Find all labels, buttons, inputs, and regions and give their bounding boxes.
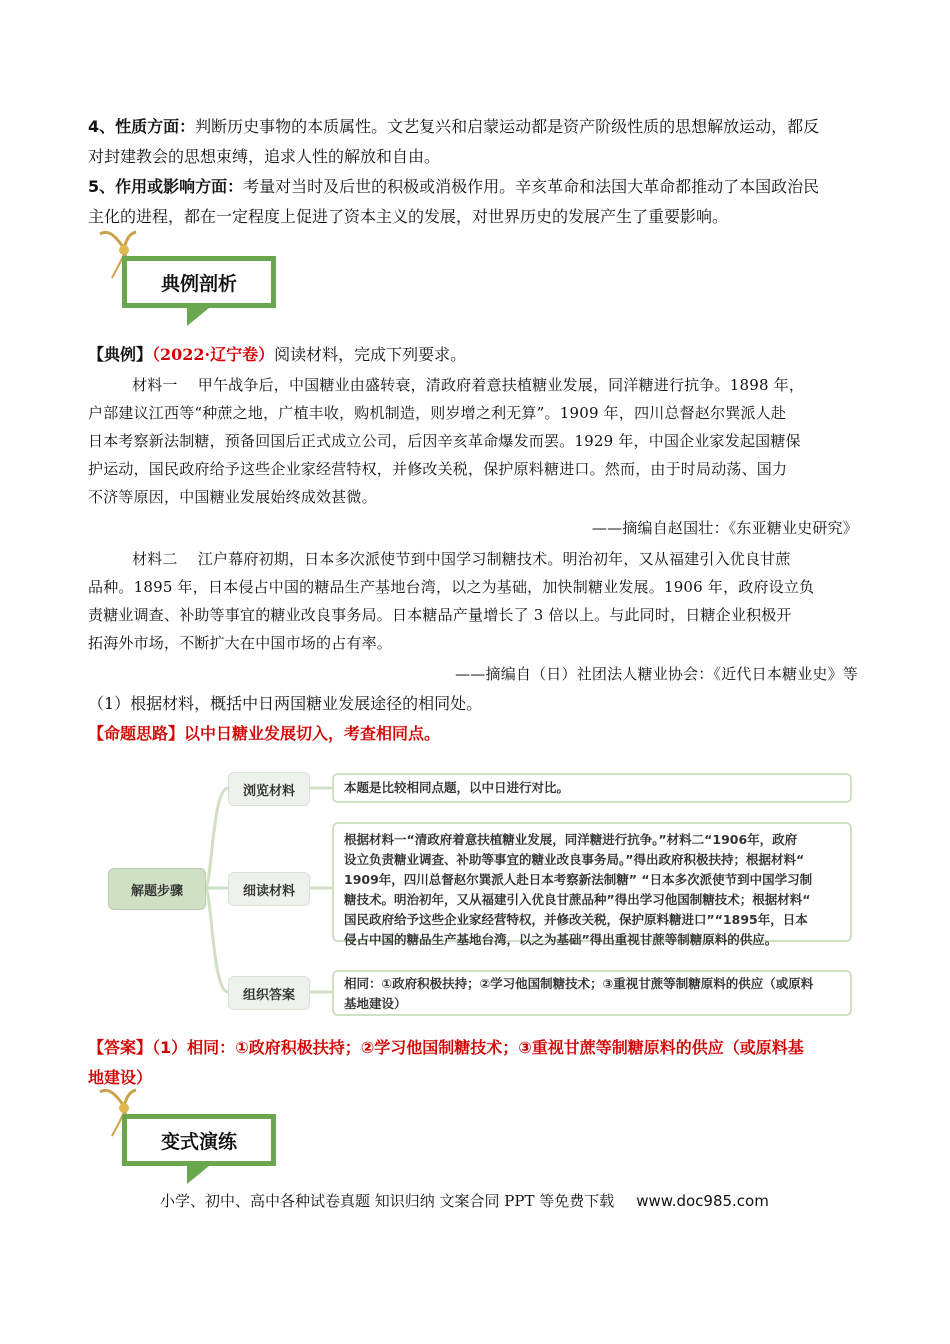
- answer-line: [88, 1033, 804, 1063]
- example-header: [88, 340, 466, 370]
- mindmap-step-answer: 组织答案: [228, 976, 310, 1010]
- answer-text: （1）相同：①政府积极扶持；②学习他国制糖技术；③重视甘蔗等制糖原料的供应（或原料基: [152, 1038, 804, 1057]
- mindmap-read-box: [332, 822, 852, 947]
- mindmap-browse-text: 本题是比较相同点题，以中日进行对比。: [344, 780, 570, 795]
- banner-tail: [187, 308, 209, 326]
- material-2-source: ——摘编自（日）社团法人糖业协会：《近代日本糖业史》等: [455, 665, 858, 683]
- mindmap-step-read: 细读材料: [228, 872, 310, 906]
- mindmap-read-line: 设立负责糖业调查、补助等事宜的糖业改良事务局。”得出政府积极扶持；根据材料“: [344, 852, 805, 867]
- point-5: [88, 172, 819, 202]
- example-tag: 【典例】: [88, 345, 153, 364]
- banner-tail: [187, 1166, 209, 1184]
- mindmap-answer-box: [332, 970, 852, 1016]
- example-prompt: 阅读材料，完成下列要求。: [274, 345, 467, 364]
- answer-tag: 【答案】: [88, 1038, 153, 1057]
- mindmap-read-line: 侵占中国的糖品生产基地台湾，以之为基础”得出重视甘蔗等制糖原料的供应。: [344, 932, 778, 947]
- mindmap-browse-box: [332, 773, 852, 803]
- point-4-text: 判断历史事物的本质属性。文艺复兴和启蒙运动都是资产阶级性质的思想解放运动，都反: [195, 117, 820, 136]
- material-2-line: 材料二 江户幕府初期，日本多次派使节到中国学习制糖技术。明治初年，又从福建引入优良甘蔗: [132, 550, 791, 568]
- material-2-line: 责糖业调查、补助等事宜的糖业改良事务局。日本糖品产量增长了 3 倍以上。与此同时，日糖企业积极开: [88, 606, 792, 624]
- point-5-label: 5、作用或影响方面：: [88, 177, 244, 196]
- material-1-line: 不济等原因，中国糖业发展始终成效甚微。: [88, 488, 377, 506]
- question: （1）根据材料，概括中日两国糖业发展途径的相同处。: [88, 694, 483, 713]
- mindmap-read-line: 1909年，四川总督赵尔巽派人赴日本考察新法制糖” “日本多次派使节到中国学习制: [344, 872, 813, 887]
- material-2-line: 品种。1895 年，日本侵占中国的糖品生产基地台湾，以之为基础，加快制糖业发展。1906 年，政府设立负: [88, 578, 815, 596]
- point-5-text: 考量对当时及后世的积极或消极作用。辛亥革命和法国大革命都推动了本国政治民: [243, 177, 820, 196]
- example-source: （2022·辽宁卷）: [152, 345, 275, 364]
- design-idea: 【命题思路】以中日糖业发展切入，考查相同点。: [88, 724, 441, 743]
- mindmap-root: 解题步骤: [108, 868, 206, 910]
- point-4-label: 4、性质方面：: [88, 117, 196, 136]
- material-2-line: 拓海外市场，不断扩大在中国市场的占有率。: [88, 634, 393, 652]
- mindmap-answer-line: 基地建设）: [344, 996, 407, 1011]
- page-footer: [160, 1190, 769, 1211]
- section-banner-example: [92, 236, 282, 331]
- mindmap-read-line: 根据材料一“清政府着意扶植糖业发展，同洋糖进行抗争。”材料二“1906年，政府: [344, 832, 798, 847]
- mindmap-read-line: 国民政府给予这些企业家经营特权，并修改关税，保护原料糖进口”“1895年，日本: [344, 912, 808, 927]
- material-1-line: 护运动，国民政府给予这些企业家经营特权，并修改关税，保护原料糖进口。然而，由于时局动荡、国力: [88, 460, 788, 478]
- banner-title: 变式演练: [122, 1114, 276, 1166]
- banner-title: 典例剖析: [122, 256, 276, 308]
- section-banner-practice: [92, 1094, 282, 1189]
- material-1-source: ——摘编自赵国壮：《东亚糖业史研究》: [591, 519, 858, 537]
- footer-url[interactable]: www.doc985.com: [636, 1192, 769, 1210]
- material-1-line: 日本考察新法制糖，预备回国后正式成立公司，后因辛亥革命爆发而罢。1929 年，中国企业家发起国糖保: [88, 432, 801, 450]
- point-5-cont: 主化的进程，都在一定程度上促进了资本主义的发展，对世界历史的发展产生了重要影响。: [88, 207, 729, 226]
- material-1-line: 户部建议江西等“种蔗之地，广植丰收，购机制造，则岁增之利无算”。1909 年，四川总督赵尔巽派人赴: [88, 404, 787, 422]
- mindmap-read-line: 糖技术。明治初年，又从福建引入优良甘蔗品种”得出学习他国制糖技术；根据材料“: [344, 892, 811, 907]
- mindmap-answer-line: 相同：①政府积极扶持；②学习他国制糖技术；③重视甘蔗等制糖原料的供应（或原料: [344, 976, 814, 991]
- material-1-line: 材料一 甲午战争后，中国糖业由盛转衰，清政府着意扶植糖业发展，同洋糖进行抗争。1898 年，: [132, 376, 805, 394]
- mindmap-step-browse: 浏览材料: [228, 772, 310, 806]
- point-4: [88, 112, 819, 142]
- footer-text: 小学、初中、高中各种试卷真题 知识归纳 文案合同 PPT 等免费下载: [160, 1192, 615, 1210]
- point-4-cont: 对封建教会的思想束缚，追求人性的解放和自由。: [88, 147, 441, 166]
- answer-cont: 地建设）: [88, 1068, 153, 1087]
